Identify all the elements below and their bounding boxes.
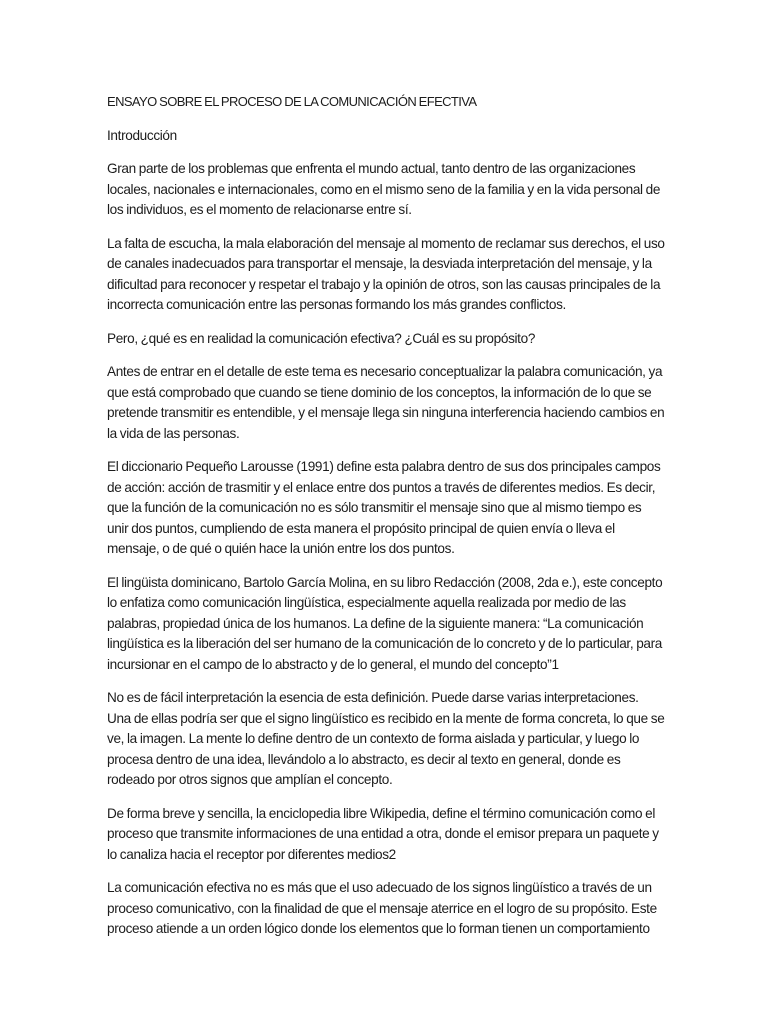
section-heading: Introducción (107, 127, 177, 143)
document-body (107, 92, 665, 953)
paragraph: No es de fácil interpretación la esencia de esta definición. Puede darse varias interpretaciones. Una de ellas podría ser que el signo lingüístico es recibido en la mente de forma concreta, lo que se ve, la imagen. La mente lo define dentro de un contexto de forma aislada y particular, y luego lo procesa dentro de una idea, llevándolo a lo abstracto, es decir al texto en general, donde es rodeado por otros signos que amplían el concepto. (107, 690, 665, 787)
paragraph: De forma breve y sencilla, la enciclopedia libre Wikipedia, define el término comunicación como el proceso que transmite informaciones de una entidad a otra, donde el emisor prepara un paquete y lo canaliza hacia el receptor por diferentes medios2 (107, 805, 659, 862)
paragraph: La falta de escucha, la mala elaboración del mensaje al momento de reclamar sus derechos, el uso de canales inadecuados para transportar el mensaje, la desviada interpretación del mensaje, y la dificultad para reconocer y respetar el trabajo y la opinión de otros, son las causas principales de la incorrecta comunicación entre las personas formando los más grandes conflictos. (107, 235, 665, 312)
paragraph: Antes de entrar en el detalle de este tema es necesario conceptualizar la palabra comunicación, ya que está comprobado que cuando se tiene dominio de los conceptos, la información de lo que se pretende transmitir es entendible, y el mensaje llega sin ninguna interferencia haciendo cambios en la vida de las personas. (107, 364, 665, 441)
paragraph: Pero, ¿qué es en realidad la comunicación efectiva? ¿Cuál es su propósito? (107, 330, 536, 346)
document-title: ENSAYO SOBRE EL PROCESO DE LA COMUNICACIÓN EFECTIVA (107, 94, 477, 109)
paragraph: La comunicación efectiva no es más que el uso adecuado de los signos lingüístico a través de un proceso comunicativo, con la finalidad de que el mensaje aterrice en el logro de su propósito. Este proceso atiende a un orden lógico donde los elementos que lo forman tienen un comportamiento (107, 880, 657, 936)
paragraph: El lingüista dominicano, Bartolo García Molina, en su libro Redacción (2008, 2da e.), este concepto lo enfatiza como comunicación lingüística, especialmente aquella realizada por medio de las palabras, propiedad única de los humanos. La define de la siguiente manera: “La comunicación lingüística es la liberación del ser humano de la comunicación de lo concreto y de lo particular, para incursionar en el campo de lo abstracto y de lo general, el mundo del concepto”1 (107, 574, 663, 672)
paragraph: El diccionario Pequeño Larousse (1991) define esta palabra dentro de sus dos principales campos de acción: acción de trasmitir y el enlace entre dos puntos a través de diferentes medios. Es decir, que la función de la comunicación no es sólo transmitir el mensaje sino que al mismo tiempo es unir dos puntos, cumpliendo de esta manera el propósito principal de quien envía o lleva el mensaje, o de qué o quién hace la unión entre los dos puntos. (107, 459, 661, 556)
paragraph: Gran parte de los problemas que enfrenta el mundo actual, tanto dentro de las organizaciones locales, nacionales e internacionales, como en el mismo seno de la familia y en la vida personal de los individuos, es el momento de relacionarse entre sí. (107, 161, 661, 217)
